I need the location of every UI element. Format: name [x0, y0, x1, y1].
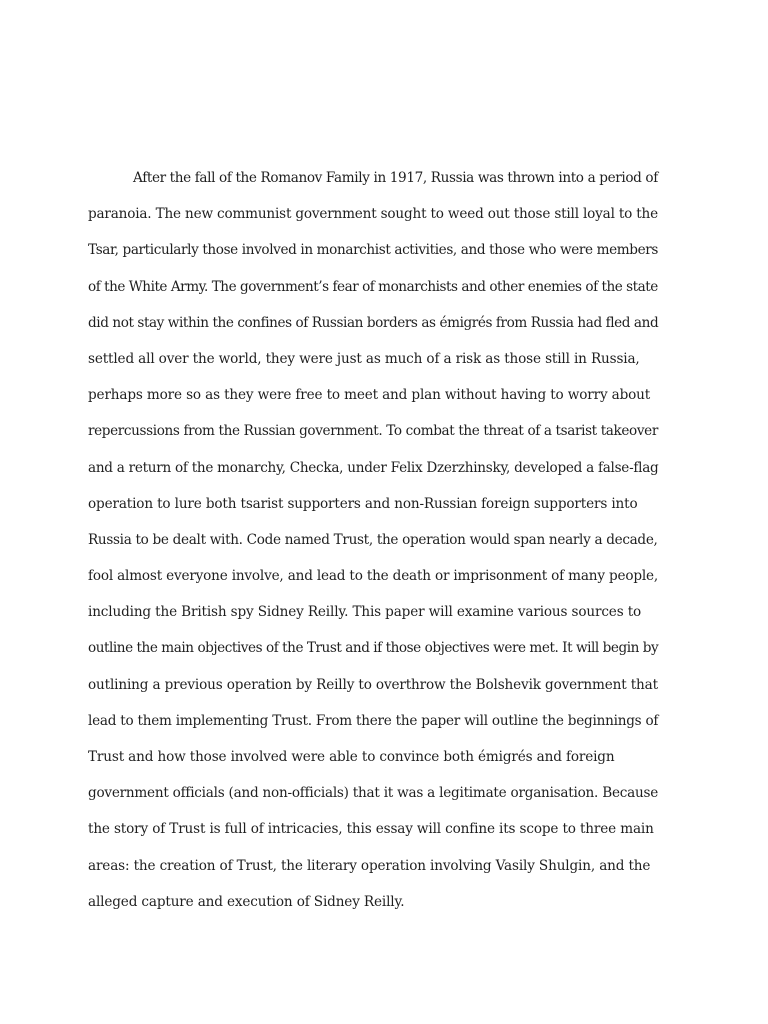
text-line-6: settled all over the world, they were just as much of a risk as those still in Russia, [88, 350, 640, 367]
text-line-7: perhaps more so as they were free to meet and plan without having to worry about [88, 387, 651, 404]
text-line-1: After the fall of the Romanov Family in 1917, Russia was thrown into a period of [133, 170, 658, 186]
text-line-17: Trust and how those involved were able to convince both émigrés and foreign [88, 749, 615, 765]
text-line-16: lead to them implementing Trust. From there the paper will outline the beginnings of [88, 712, 659, 729]
text-line-8: repercussions from the Russian government. To combat the threat of a tsarist takeover [88, 423, 658, 440]
text-line-12: fool almost everyone involve, and lead to the death or imprisonment of many people, [88, 568, 658, 585]
text-line-18: government officials (and non-officials) that it was a legitimate organisation. Because [88, 785, 659, 802]
text-line-20: areas: the creation of Trust, the literary operation involving Vasily Shulgin, and the [88, 857, 651, 874]
text-line-2: paranoia. The new communist government sought to weed out those still loyal to the [88, 206, 658, 223]
text-line-9: and a return of the monarchy, Checka, under Felix Dzerzhinsky, developed a false-flag [88, 459, 659, 476]
text-line-21: alleged capture and execution of Sidney Reilly. [88, 893, 405, 910]
text-line-5: did not stay within the confines of Russian borders as émigrés from Russia had fled and [88, 314, 659, 331]
body-paragraph [88, 160, 658, 920]
text-line-15: outlining a previous operation by Reilly to overthrow the Bolshevik government that [88, 676, 658, 693]
text-line-13: including the British spy Sidney Reilly. This paper will examine various sources to [88, 604, 642, 621]
text-line-3: Tsar, particularly those involved in monarchist activities, and those who were members [88, 242, 658, 259]
text-line-11: Russia to be dealt with. Code named Trust, the operation would span nearly a decade, [88, 531, 658, 548]
text-line-14: outline the main objectives of the Trust and if those objectives were met. It will begin by [88, 640, 659, 657]
text-line-4: of the White Army. The government’s fear of monarchists and other enemies of the state [88, 278, 658, 295]
text-line-10: operation to lure both tsarist supporters and non-Russian foreign supporters into [88, 495, 638, 512]
text-line-19: the story of Trust is full of intricacies, this essay will confine its scope to three main [88, 821, 654, 838]
